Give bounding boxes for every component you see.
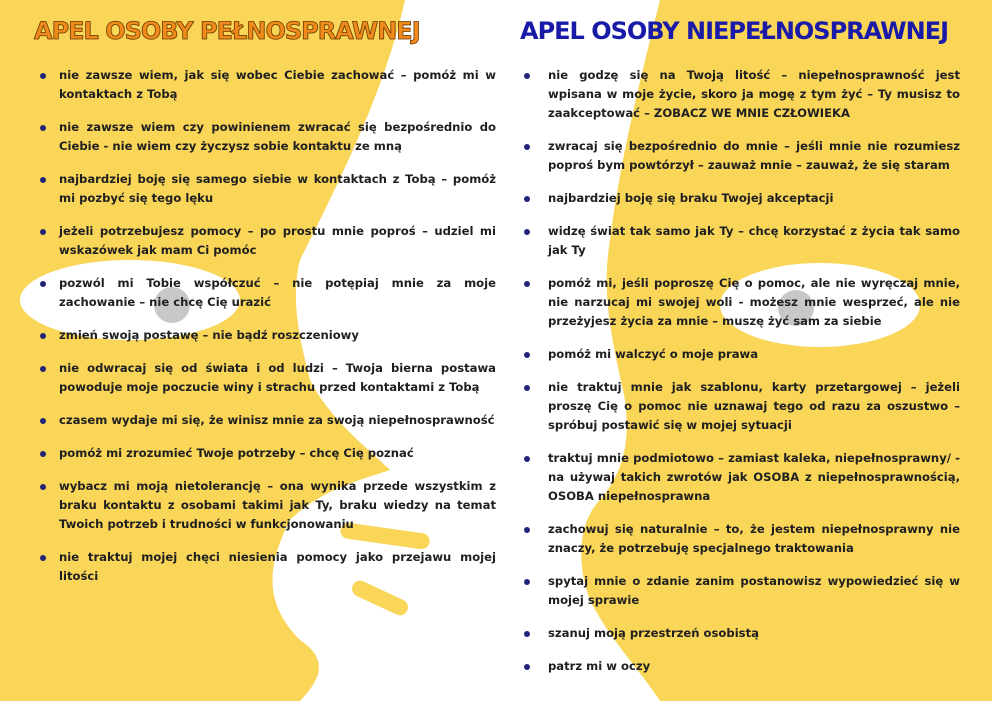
list-item (520, 66, 960, 123)
left-column (34, 18, 496, 600)
bullet-icon (40, 177, 46, 183)
bullet-icon (40, 125, 46, 131)
list-item-text: spytaj mnie o zdanie zanim postanowisz wypowiedzieć się w mojej sprawie (548, 574, 960, 608)
bullet-icon (524, 664, 530, 670)
list-item (520, 345, 960, 364)
list-item-text: wybacz mi moją nietolerancję – ona wynika przede wszystkim z braku kontaktu z osobami takimi jak Ty, braku wiedzy na temat Twoich potrzeb i trudności w funkcjonowaniu (59, 479, 496, 532)
list-item (520, 189, 960, 208)
bullet-icon (40, 229, 46, 235)
bullet-icon (524, 579, 530, 585)
right-list (520, 66, 960, 676)
left-list (34, 66, 496, 586)
list-item-text: pomóż mi walczyć o moje prawa (548, 347, 759, 362)
list-item (520, 657, 960, 676)
bullet-icon (524, 144, 530, 150)
list-item (520, 222, 960, 260)
bullet-icon (524, 352, 530, 358)
list-item (34, 444, 496, 463)
list-item (34, 326, 496, 345)
list-item-text: jeżeli potrzebujesz pomocy – po prostu mnie poproś – udziel mi wskazówek jak mam Ci pomóc (59, 224, 496, 258)
list-item (520, 137, 960, 175)
list-item (34, 274, 496, 312)
bullet-icon (524, 73, 530, 79)
list-item-text: nie traktuj mnie jak szablonu, karty przetargowej – jeżeli proszę Cię o pomoc nie uznawaj tego od razu za oszustwo – spróbuj postawić się w mojej sytuacji (548, 380, 960, 433)
bullet-icon (524, 527, 530, 533)
bullet-icon (40, 73, 46, 79)
list-item-text: widzę świat tak samo jak Ty – chcę korzystać z życia tak samo jak Ty (548, 224, 960, 258)
list-item-text: traktuj mnie podmiotowo – zamiast kaleka, niepełnosprawny/ -na używaj takich zwrotów jak OSOBA z niepełnosprawnością, OSOBA niepełnosprawna (548, 451, 960, 504)
list-item-text: czasem wydaje mi się, że winisz mnie za swoją niepełnosprawność (59, 413, 495, 428)
list-item-text: zmień swoją postawę – nie bądź roszczeniowy (59, 328, 359, 343)
bullet-icon (40, 451, 46, 457)
list-item (34, 411, 496, 430)
list-item-text: szanuj moją przestrzeń osobistą (548, 626, 759, 641)
list-item-text: nie zawsze wiem, jak się wobec Ciebie zachować – pomóż mi w kontaktach z Tobą (59, 68, 496, 102)
list-item (520, 624, 960, 643)
bullet-icon (524, 456, 530, 462)
bullet-icon (40, 281, 46, 287)
list-item (520, 572, 960, 610)
left-title: APEL OSOBY PEŁNOSPRAWNEJ (34, 17, 420, 45)
list-item-text: nie godzę się na Twoją litość – niepełnosprawność jest wpisana w moje życie, skoro ja mogę z tym żyć – Ty musisz to zaakceptować – ZOBACZ WE MNIE CZŁOWIEKA (548, 68, 960, 121)
list-item (520, 274, 960, 331)
bullet-icon (524, 631, 530, 637)
list-item-text: zwracaj się bezpośrednio do mnie – jeśli mnie nie rozumiesz poproś bym powtórzył – zauważ mnie – zauważ, że się staram (548, 139, 960, 173)
right-column (520, 18, 960, 690)
list-item-text: pomóż mi, jeśli poproszę Cię o pomoc, ale nie wyręczaj mnie, nie narzucaj mi swojej woli - możesz mnie wesprzeć, ale nie przeżyjesz życia za mnie – muszę żyć sam za siebie (548, 276, 960, 329)
bullet-icon (524, 196, 530, 202)
list-item-text: nie traktuj mojej chęci niesienia pomocy jako przejawu mojej litości (59, 550, 496, 584)
bullet-icon (40, 418, 46, 424)
list-item-text: najbardziej boję się braku Twojej akceptacji (548, 191, 834, 206)
list-item (34, 118, 496, 156)
list-item-text: nie zawsze wiem czy powinienem zwracać się bezpośrednio do Ciebie - nie wiem czy życzysz sobie kontaktu ze mną (59, 120, 496, 154)
list-item (520, 520, 960, 558)
bullet-icon (40, 366, 46, 372)
bullet-icon (524, 229, 530, 235)
right-title: APEL OSOBY NIEPEŁNOSPRAWNEJ (520, 17, 949, 45)
list-item (520, 449, 960, 506)
bullet-icon (40, 555, 46, 561)
bullet-icon (524, 281, 530, 287)
list-item-text: najbardziej boję się samego siebie w kontaktach z Tobą – pomóż mi pozbyć się tego lęku (59, 172, 496, 206)
list-item (34, 477, 496, 534)
bullet-icon (524, 385, 530, 391)
list-item (520, 378, 960, 435)
list-item (34, 548, 496, 586)
list-item-text: nie odwracaj się od świata i od ludzi – Twoja bierna postawa powoduje moje poczucie winy i strachu przed kontaktami z Tobą (59, 361, 496, 395)
list-item (34, 222, 496, 260)
list-item-text: pozwól mi Tobie współczuć – nie potępiaj mnie za moje zachowanie – nie chcę Cię urazić (59, 276, 496, 310)
list-item-text: patrz mi w oczy (548, 659, 651, 674)
bullet-icon (40, 484, 46, 490)
list-item-text: zachowuj się naturalnie – to, że jestem niepełnosprawny nie znaczy, że potrzebuję specjalnego traktowania (548, 522, 960, 556)
list-item-text: pomóż mi zrozumieć Twoje potrzeby – chcę Cię poznać (59, 446, 414, 461)
list-item (34, 359, 496, 397)
list-item (34, 66, 496, 104)
bullet-icon (40, 333, 46, 339)
list-item (34, 170, 496, 208)
